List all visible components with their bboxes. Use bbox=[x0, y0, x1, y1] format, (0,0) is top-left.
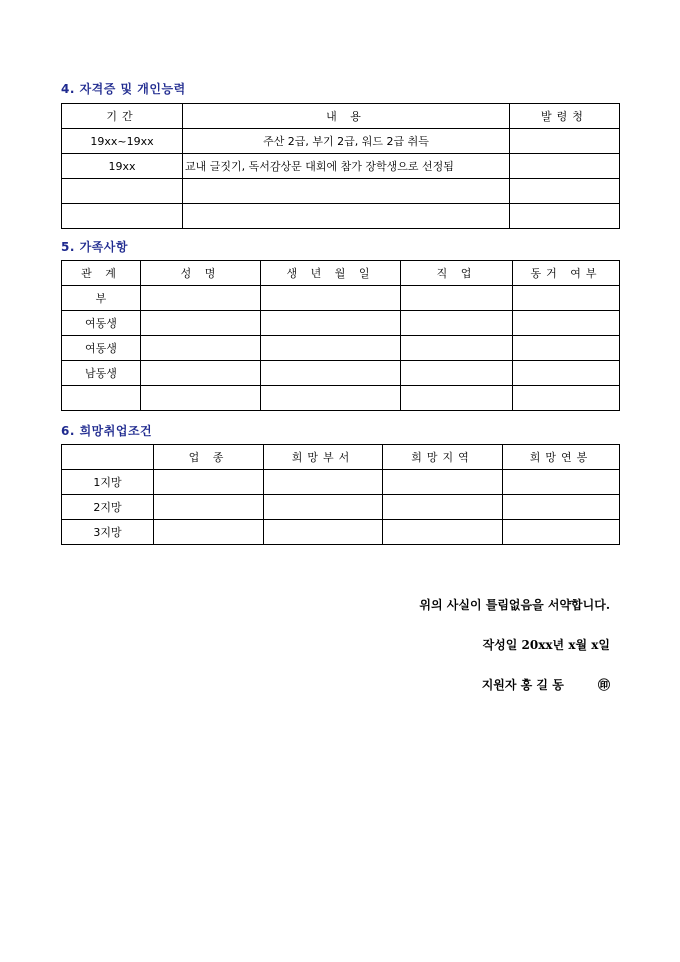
family-cohabiting bbox=[513, 336, 620, 361]
family-relation: 남동생 bbox=[62, 361, 141, 386]
family-header-relation: 관 계 bbox=[62, 261, 141, 286]
job-choice: 3지망 bbox=[62, 520, 154, 545]
family-name bbox=[141, 286, 261, 311]
family-relation: 부 bbox=[62, 286, 141, 311]
job-header-row bbox=[62, 445, 620, 470]
family-name bbox=[141, 361, 261, 386]
license-content: 주산 2급, 부기 2급, 워드 2급 취득 bbox=[183, 129, 510, 154]
family-header-name: 성 명 bbox=[141, 261, 261, 286]
table-row bbox=[62, 336, 620, 361]
family-occupation bbox=[401, 286, 513, 311]
table-row bbox=[62, 386, 620, 411]
table-row bbox=[62, 179, 620, 204]
job-header-industry: 업 종 bbox=[154, 445, 264, 470]
job-choice: 1지망 bbox=[62, 470, 154, 495]
job-region bbox=[383, 470, 503, 495]
license-issuer bbox=[510, 129, 620, 154]
license-period bbox=[62, 204, 183, 229]
family-birthdate bbox=[261, 286, 401, 311]
family-cohabiting bbox=[513, 361, 620, 386]
section-title-license: 4. 자격증 및 개인능력 bbox=[61, 82, 186, 96]
job-header-salary: 희망연봉 bbox=[503, 445, 620, 470]
table-row bbox=[62, 286, 620, 311]
job-region bbox=[383, 520, 503, 545]
license-content bbox=[183, 204, 510, 229]
job-salary bbox=[503, 495, 620, 520]
license-issuer bbox=[510, 204, 620, 229]
family-birthdate bbox=[261, 386, 401, 411]
job-header-department: 희망부서 bbox=[264, 445, 383, 470]
family-occupation bbox=[401, 336, 513, 361]
family-cohabiting bbox=[513, 311, 620, 336]
license-header-issuer: 발령청 bbox=[510, 104, 620, 129]
license-table bbox=[61, 103, 620, 229]
section-title-job-conditions: 6. 희망취업조건 bbox=[61, 424, 153, 438]
family-header-occupation: 직 업 bbox=[401, 261, 513, 286]
applicant-signature bbox=[482, 676, 610, 693]
family-header-birthdate: 생 년 월 일 bbox=[261, 261, 401, 286]
applicant-label: 지원자 홍 길 동 bbox=[481, 678, 564, 692]
job-conditions-table bbox=[61, 444, 620, 545]
job-choice: 2지망 bbox=[62, 495, 154, 520]
table-row bbox=[62, 361, 620, 386]
license-header-row bbox=[62, 104, 620, 129]
family-header-row bbox=[62, 261, 620, 286]
license-period: 19xx~19xx bbox=[62, 129, 183, 154]
job-header-region: 희망지역 bbox=[383, 445, 503, 470]
family-relation: 여동생 bbox=[62, 311, 141, 336]
job-region bbox=[383, 495, 503, 520]
table-row bbox=[62, 311, 620, 336]
family-birthdate bbox=[261, 336, 401, 361]
family-cohabiting bbox=[513, 286, 620, 311]
family-birthdate bbox=[261, 361, 401, 386]
job-industry bbox=[154, 520, 264, 545]
table-row bbox=[62, 495, 620, 520]
table-row bbox=[62, 470, 620, 495]
license-period: 19xx bbox=[62, 154, 183, 179]
license-header-content: 내 용 bbox=[183, 104, 510, 129]
family-relation bbox=[62, 386, 141, 411]
family-occupation bbox=[401, 311, 513, 336]
job-header-choice bbox=[62, 445, 154, 470]
job-salary bbox=[503, 520, 620, 545]
family-name bbox=[141, 386, 261, 411]
job-salary bbox=[503, 470, 620, 495]
job-industry bbox=[154, 495, 264, 520]
family-header-cohabiting: 동거 여부 bbox=[513, 261, 620, 286]
license-period bbox=[62, 179, 183, 204]
license-issuer bbox=[510, 179, 620, 204]
job-department bbox=[264, 470, 383, 495]
table-row bbox=[62, 520, 620, 545]
license-content bbox=[183, 179, 510, 204]
family-name bbox=[141, 336, 261, 361]
job-industry bbox=[154, 470, 264, 495]
family-name bbox=[141, 311, 261, 336]
declaration-date: 작성일 20xx년 x월 x일 bbox=[482, 638, 610, 652]
table-row bbox=[62, 204, 620, 229]
license-content: 교내 글짓기, 독서감상문 대회에 참가 장학생으로 선정됨 bbox=[183, 154, 510, 179]
family-cohabiting bbox=[513, 386, 620, 411]
job-department bbox=[264, 495, 383, 520]
table-row bbox=[62, 129, 620, 154]
license-issuer bbox=[510, 154, 620, 179]
family-relation: 여동생 bbox=[62, 336, 141, 361]
job-department bbox=[264, 520, 383, 545]
family-occupation bbox=[401, 361, 513, 386]
declaration-statement: 위의 사실이 틀림없음을 서약합니다. bbox=[419, 598, 610, 612]
family-occupation bbox=[401, 386, 513, 411]
section-title-family: 5. 가족사항 bbox=[61, 240, 128, 254]
license-header-period: 기간 bbox=[62, 104, 183, 129]
family-birthdate bbox=[261, 311, 401, 336]
seal-mark: ㊞ bbox=[597, 678, 610, 692]
family-table bbox=[61, 260, 620, 411]
table-row bbox=[62, 154, 620, 179]
